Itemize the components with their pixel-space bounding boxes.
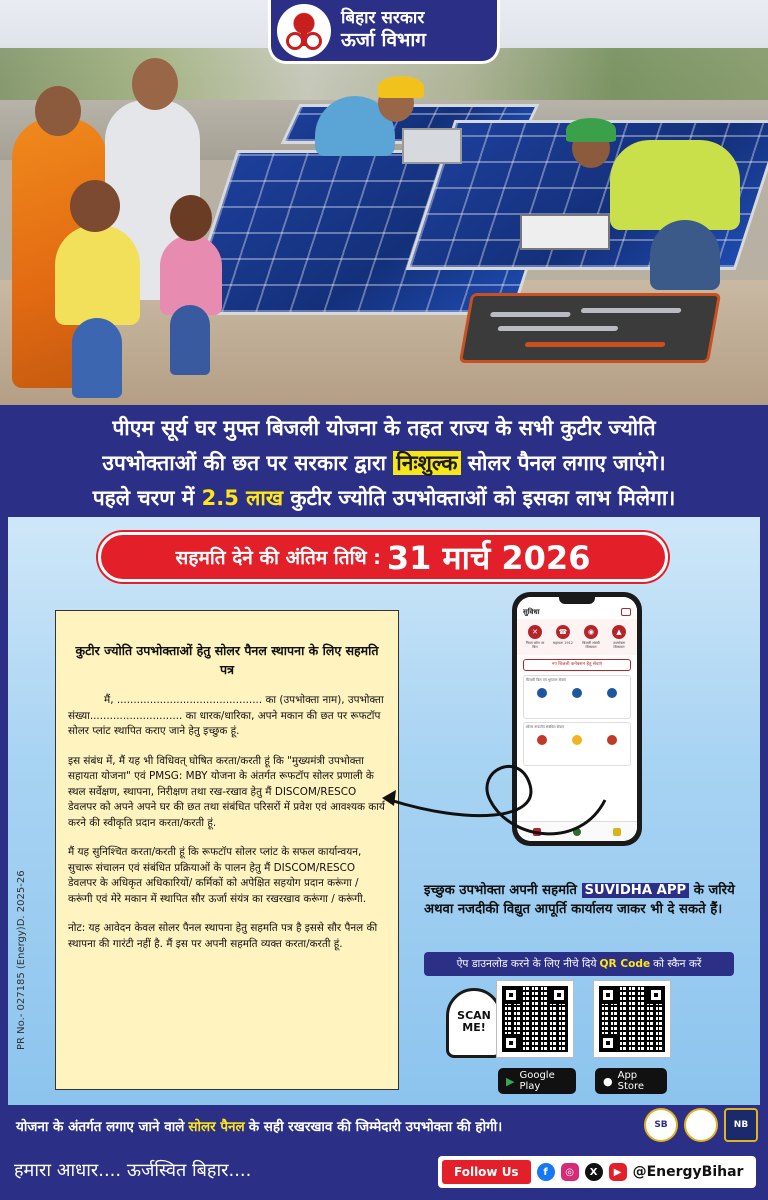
social-bar	[438, 1156, 756, 1188]
person-head	[170, 195, 212, 241]
notice-highlight: सोलर पैनल	[188, 1119, 245, 1135]
suvidha-app-tag: SUVIDHA APP	[582, 883, 690, 898]
person-boy	[55, 225, 140, 325]
form-paragraph: मैं, ............................................ का (उपभोक्ता नाम), उपभोक्ता संख्या............................ का धारक/धारिका, अपने मकान की छत पर रूफटॉप सोलर प्लांट स्थापित कराए जाने हेतु इच्छुक हूं.	[68, 694, 384, 737]
headline-line-1: पीएम सूर्य घर मुफ्त बिजली योजना के तहत राज्य के सभी कुटीर ज्योति	[112, 416, 656, 440]
warning-icon: ▲	[612, 625, 626, 639]
service-icon	[537, 688, 547, 698]
footer-slogan: हमारा आधार.... ऊर्जस्वित बिहार....	[14, 1160, 252, 1181]
app-service-label: नियम कॉल पर बिल	[525, 641, 545, 649]
new-connection-button: नए बिजली कनेक्शन हेतु सेवाएं	[523, 659, 631, 671]
notice-text: योजना के अंतर्गत लगाए जाने वाले	[16, 1119, 185, 1135]
department-title: ऊर्जा विभाग	[341, 29, 427, 52]
curved-arrow	[380, 730, 610, 860]
headline-text: सोलर पैनल लगाए जाएंगे।	[467, 451, 666, 475]
app-service-item	[608, 625, 630, 653]
app-service-label: सहायता 1912	[552, 641, 574, 645]
form-note: नोट: यह आवेदन केवल सोलर पैनल स्थापना हेतु सहमति पत्र है इससे सौर पैनल की स्थापना की गारंटी नहीं है. मैं इस पर अपनी सहमति व्यक्त करता/करती हूं.	[68, 922, 378, 950]
section-label: बिजली बिल एवं भुगतान सेवाएं	[526, 678, 566, 682]
app-service-item	[580, 625, 602, 653]
qr-code-label: QR Code	[599, 958, 651, 970]
partner-logos	[644, 1108, 758, 1142]
hard-hat	[378, 76, 424, 98]
ministry-logo	[684, 1108, 718, 1142]
service-icon	[572, 688, 582, 698]
deadline-banner	[98, 532, 668, 582]
headline-text: कुटीर ज्योति उपभोक्ताओं को इसका लाभ मिलेगा।	[290, 486, 676, 510]
app-menu-icon	[621, 608, 631, 616]
suvidha-text: इच्छुक उपभोक्ता अपनी सहमति	[424, 883, 577, 898]
headline-text: उपभोक्ताओं की छत पर सरकार द्वारा	[102, 451, 386, 475]
facebook-icon[interactable]: f	[537, 1163, 555, 1181]
free-highlight: निःशुल्क	[393, 451, 460, 475]
laptop	[402, 128, 462, 164]
government-name: बिहार सरकार	[341, 8, 425, 28]
service-icon	[607, 688, 617, 698]
deadline-label: सहमति देने की अंतिम तिथि :	[175, 547, 381, 569]
headline-text: पहले चरण में	[92, 486, 195, 510]
pr-number: PR No.- 027185 (Energy)D. 2025-26	[16, 870, 27, 1050]
social-handle[interactable]: @EnergyBihar	[632, 1164, 744, 1180]
follow-us-label: Follow Us	[442, 1160, 531, 1184]
scan-me-label: SCAN ME!	[457, 1009, 491, 1034]
sbpdcl-logo: SB	[644, 1108, 678, 1142]
headline-line-3	[0, 481, 768, 516]
app-service-label: उपभोक्ता शिकायत	[612, 641, 626, 649]
app-service-item	[552, 625, 574, 653]
app-title: सुविधा	[523, 607, 540, 616]
google-play-badge[interactable]	[498, 1068, 576, 1094]
bihar-emblem-icon	[277, 4, 331, 58]
deadline-date: 31 मार्च 2026	[386, 538, 591, 577]
app-store-qr-code[interactable]	[593, 980, 671, 1058]
phone-notch	[559, 597, 595, 604]
suvidha-text: के जरिये अथवा नजदीकी विद्युत आपूर्ति कार्यालय जाकर भी दे सकते हैं।	[424, 883, 735, 917]
beneficiary-count: 2.5 लाख	[201, 486, 284, 510]
person-girl	[160, 235, 222, 315]
app-service-label: बिजली संबंधी शिकायत	[582, 641, 600, 649]
x-twitter-icon[interactable]: X	[585, 1163, 603, 1181]
nbpdcl-logo: NB	[724, 1108, 758, 1142]
scan-text: ऐप डाउनलोड करने के लिए नीचे दिये	[456, 958, 597, 970]
whatsapp-icon: ◉	[584, 625, 598, 639]
worker-2	[610, 140, 740, 230]
instagram-icon[interactable]: ◎	[561, 1163, 579, 1181]
youtube-icon[interactable]: ▶	[609, 1163, 627, 1181]
scan-instruction	[424, 952, 734, 976]
person-head	[132, 58, 178, 110]
form-paragraph: इस संबंध में, मैं यह भी विधिवत् घोषित करता/करती हूं कि "मुख्यमंत्री उपभोक्ता सहायता योजना" एवं PMSG: MBY योजना के अंतर्गत रूफटॉप सोलर प्रणाली के स्थल सर्वेक्षण, स्थापना, निरीक्षण तथा रख-रखाव हेतु मैं DISCOM/RESCO डेवलपर को अपने अपने घर की छत तथा संबंधित परिसरों में प्रवेश एवं आवश्यक कार्य करने की स्वीकृति प्रदान करता/करती हूं.	[68, 754, 385, 829]
headset-icon: ☎	[556, 625, 570, 639]
form-paragraph: मैं यह सुनिश्चित करता/करती हूं कि रूफटॉप सोलर प्लांट के सफल कार्यान्वयन, सुचारू संचालन एवं संबंधित प्रक्रियाओं के पालन हेतु मैं DISCOM/RESCO डेवलपर के अधिकृत अधिकारियों/ कर्मिकों को अपेक्षित सहयोग प्रदान करूंगा / करूंगी एवं मेरे मकान में स्थापित सौर ऊर्जा संयंत्र का रखरखाव करूंगा / करूंगी.	[68, 846, 367, 905]
suvidha-info	[424, 881, 754, 919]
department-name	[341, 8, 426, 53]
person-girl-legs	[170, 305, 210, 375]
app-store-label: App Store	[617, 1070, 645, 1092]
hard-hat	[566, 118, 616, 142]
google-play-qr-code[interactable]	[496, 980, 574, 1058]
consent-form	[55, 610, 399, 1090]
apple-icon: ●	[603, 1074, 613, 1088]
headline-line-2	[0, 446, 768, 481]
section-label: सोलर रूफटॉप संबंधित सेवाएं	[526, 725, 565, 729]
google-play-icon: ▶	[506, 1074, 515, 1088]
person-head	[70, 180, 120, 232]
notice-text: के सही रखरखाव की जिम्मेदारी उपभोक्ता की होगी।	[248, 1119, 503, 1135]
headline	[0, 405, 768, 517]
google-play-label: Google Play	[519, 1070, 555, 1092]
app-store-badge[interactable]	[595, 1068, 667, 1094]
government-badge	[268, 0, 500, 64]
nav-bolt-icon	[613, 828, 621, 836]
inverter	[520, 214, 610, 250]
app-services	[517, 619, 637, 655]
scan-text: को स्कैन करें	[653, 958, 702, 970]
form-title: कुटीर ज्योति उपभोक्ताओं हेतु सोलर पैनल स्थापना के लिए सहमति पत्र	[75, 643, 379, 677]
person-head	[35, 86, 81, 136]
person-boy-legs	[72, 318, 122, 398]
worker-2-legs	[650, 220, 720, 290]
bill-services-box	[523, 675, 631, 719]
bill-icon: ✕	[528, 625, 542, 639]
scan-me-icon	[446, 988, 502, 1058]
tool-mat	[459, 293, 721, 363]
app-service-item	[524, 625, 546, 653]
